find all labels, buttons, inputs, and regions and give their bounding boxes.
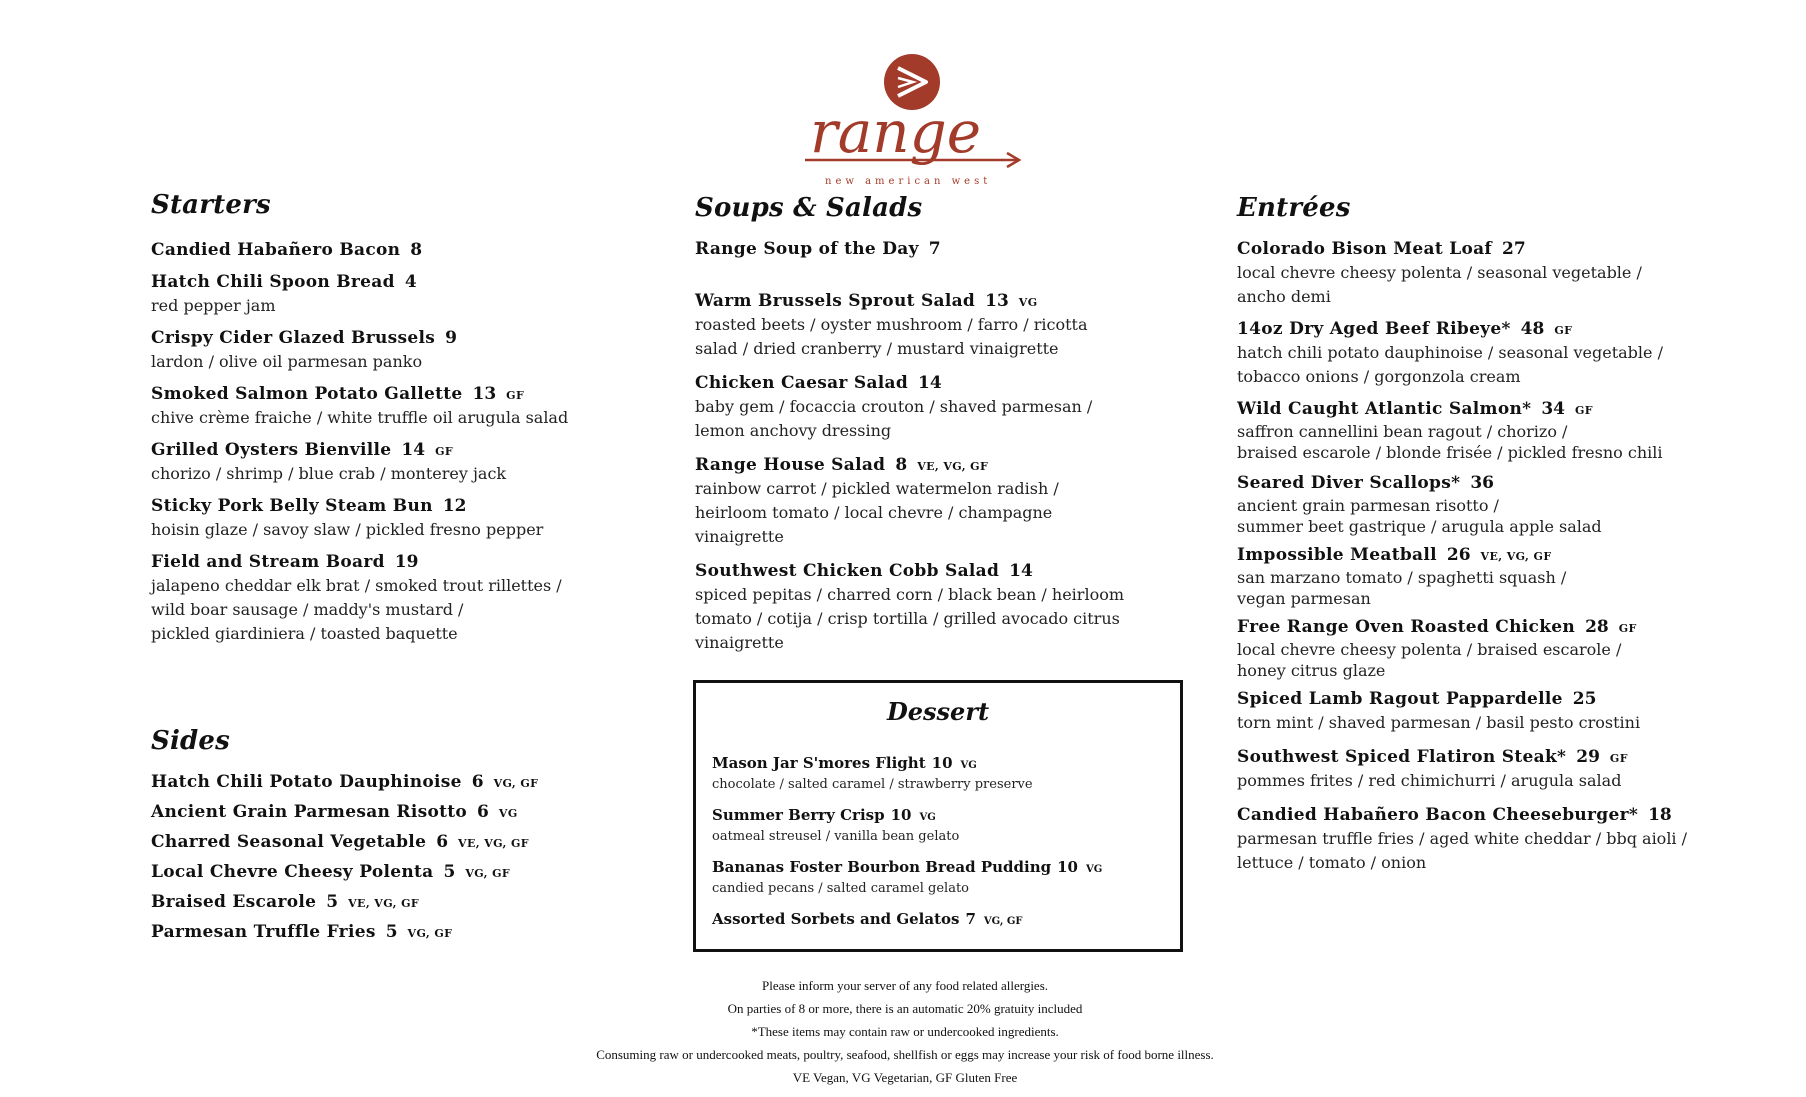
item-price: 14: [401, 440, 426, 460]
item-price: 6: [436, 832, 449, 852]
item-description: san marzano tomato / spaghetti squash /: [1237, 568, 1567, 587]
item-description: red pepper jam: [151, 296, 276, 315]
item-price: 27: [1502, 239, 1526, 259]
item-name: Hatch Chili Spoon Bread: [151, 272, 395, 292]
item-description: chocolate / salted caramel / strawberry preserve: [712, 777, 1033, 792]
menu-item: [1237, 397, 1797, 463]
section-title: Starters: [151, 190, 271, 220]
diet-tag: VG: [1086, 864, 1103, 875]
item-description: jalapeno cheddar elk brat / smoked trout rillettes /: [151, 576, 562, 595]
menu-item: [695, 559, 1195, 655]
menu-item: [1237, 803, 1797, 875]
item-description: tomato / cotija / crisp tortilla / grilled avocado citrus: [695, 609, 1120, 628]
diet-tag: VE, VG, GF: [1480, 550, 1552, 563]
menu-item: [151, 800, 601, 824]
item-description: ancho demi: [1237, 287, 1331, 306]
item-price: 10: [1057, 858, 1078, 876]
item-price: 7: [928, 239, 941, 259]
item-name: Sticky Pork Belly Steam Bun: [151, 496, 433, 516]
item-description: spiced pepitas / charred corn / black bean / heirloom: [695, 585, 1124, 604]
diet-tag: VE, VG, GF: [458, 837, 530, 850]
diet-legend: VE Vegan, VG Vegetarian, GF Gluten Free: [792, 1070, 1018, 1085]
item-name: Hatch Chili Potato Dauphinoise: [151, 772, 462, 792]
entrees-section: [1237, 193, 1797, 875]
item-description: vegan parmesan: [1237, 589, 1371, 608]
diet-tag: GF: [1609, 752, 1628, 765]
item-description: saffron cannellini bean ragout / chorizo /: [1237, 422, 1568, 441]
item-description: vinaigrette: [695, 527, 784, 546]
item-name: Mason Jar S'mores Flight: [712, 754, 926, 772]
diet-tag: GF: [506, 389, 525, 402]
item-name: Chicken Caesar Salad: [695, 373, 909, 393]
item-description: wild boar sausage / maddy's mustard /: [151, 600, 464, 619]
menu-item: [695, 237, 1195, 261]
item-description: summer beet gastrique / arugula apple salad: [1237, 517, 1602, 536]
item-name: Assorted Sorbets and Gelatos: [712, 910, 960, 928]
item-description: local chevre cheesy polenta / seasonal vegetable /: [1237, 263, 1642, 282]
gratuity-note: On parties of 8 or more, there is an automatic 20% gratuity included: [727, 1001, 1083, 1016]
diet-tag: GF: [435, 445, 454, 458]
item-price: 5: [443, 862, 456, 882]
item-price: 4: [404, 272, 417, 292]
menu-item: [1237, 471, 1797, 537]
logo-wordmark: range: [810, 98, 982, 166]
item-name: Colorado Bison Meat Loaf: [1237, 239, 1493, 259]
item-price: 18: [1648, 805, 1672, 825]
item-name: Charred Seasonal Vegetable: [151, 832, 427, 852]
item-price: 8: [895, 455, 908, 475]
item-name: Seared Diver Scallops*: [1237, 473, 1461, 493]
menu-item: [712, 753, 1172, 795]
range-logo: [795, 52, 1035, 192]
diet-tag: VE, VG, GF: [348, 897, 420, 910]
item-description: chive crème fraiche / white truffle oil arugula salad: [151, 408, 569, 427]
item-description: lemon anchovy dressing: [695, 421, 892, 440]
item-description: lardon / olive oil parmesan panko: [151, 352, 423, 371]
item-price: 6: [477, 802, 489, 822]
item-price: 6: [471, 772, 484, 792]
item-name: Candied Habañero Bacon: [151, 240, 401, 260]
item-description: ancient grain parmesan risotto /: [1237, 496, 1499, 515]
item-description: local chevre cheesy polenta / braised escarole /: [1237, 640, 1622, 659]
item-price: 13: [472, 384, 497, 404]
section-title: Entrées: [1237, 193, 1351, 223]
item-price: 25: [1572, 689, 1597, 709]
item-name: Southwest Spiced Flatiron Steak*: [1237, 747, 1567, 767]
item-name: Impossible Meatball: [1237, 545, 1437, 565]
menu-item: [151, 270, 601, 318]
item-description: chorizo / shrimp / blue crab / monterey jack: [151, 464, 507, 483]
menu-item: [1237, 615, 1797, 681]
item-price: 8: [410, 240, 423, 260]
menu-item: [1237, 317, 1797, 389]
item-name: Spiced Lamb Ragout Pappardelle: [1237, 689, 1563, 709]
item-price: 48: [1520, 319, 1545, 339]
item-price: 26: [1446, 545, 1471, 565]
menu-item: [151, 920, 601, 944]
menu-item: [151, 382, 601, 430]
menu-item: [712, 909, 1172, 930]
menu-item: [151, 830, 601, 854]
menu-item: [695, 289, 1195, 361]
starters-section: [151, 190, 601, 654]
item-name: Parmesan Truffle Fries: [151, 922, 376, 942]
item-price: 12: [442, 496, 467, 516]
item-price: 10: [931, 754, 953, 772]
item-name: Crispy Cider Glazed Brussels: [151, 328, 436, 348]
diet-tag: VE, VG, GF: [917, 460, 989, 473]
item-description: honey citrus glaze: [1237, 661, 1386, 680]
menu-item: [695, 453, 1195, 549]
item-description: salad / dried cranberry / mustard vinaigrette: [695, 339, 1059, 358]
menu-item: [151, 550, 601, 646]
item-name: Smoked Salmon Potato Gallette: [151, 384, 463, 404]
item-price: 5: [326, 892, 339, 912]
item-price: 7: [965, 910, 976, 928]
diet-tag: VG: [919, 812, 936, 823]
item-price: 13: [985, 291, 1009, 311]
dessert-section: [693, 680, 1183, 952]
sides-section: [151, 726, 601, 950]
item-description: pommes frites / red chimichurri / arugula salad: [1237, 771, 1622, 790]
item-description: roasted beets / oyster mushroom / farro / ricotta: [695, 315, 1088, 334]
item-name: Southwest Chicken Cobb Salad: [695, 561, 1000, 581]
diet-tag: GF: [1618, 622, 1637, 635]
item-name: Bananas Foster Bourbon Bread Pudding: [712, 858, 1052, 876]
diet-tag: GF: [1575, 404, 1594, 417]
item-description: hatch chili potato dauphinoise / seasonal vegetable /: [1237, 343, 1663, 362]
menu-item: [151, 890, 601, 914]
logo-tagline: new american west: [825, 176, 992, 187]
item-name: Ancient Grain Parmesan Risotto: [151, 802, 468, 822]
menu-item: [1237, 237, 1797, 309]
menu-footer: [500, 974, 1310, 1089]
menu-item: [151, 326, 601, 374]
menu-item: [1237, 543, 1797, 609]
menu-item: [695, 371, 1195, 443]
diet-tag: VG: [498, 807, 518, 820]
consumer-advisory: Consuming raw or undercooked meats, poultry, seafood, shellfish or eggs may increase your risk of food borne illness.: [596, 1047, 1214, 1062]
item-description: pickled giardiniera / toasted baquette: [151, 624, 458, 643]
item-description: hoisin glaze / savoy slaw / pickled fresno pepper: [151, 520, 544, 539]
item-name: Range House Salad: [695, 455, 886, 475]
item-description: parmesan truffle fries / aged white cheddar / bbq aioli /: [1237, 829, 1688, 848]
menu-item: [151, 494, 601, 542]
item-price: 14: [918, 373, 942, 393]
item-description: lettuce / tomato / onion: [1237, 853, 1427, 872]
diet-tag: VG, GF: [493, 777, 539, 790]
item-description: torn mint / shaved parmesan / basil pesto crostini: [1237, 713, 1641, 732]
item-description: heirloom tomato / local chevre / champagne: [695, 503, 1053, 522]
section-title: Dessert: [886, 697, 990, 726]
item-name: Wild Caught Atlantic Salmon*: [1237, 399, 1532, 419]
menu-item: [151, 238, 601, 262]
item-description: candied pecans / salted caramel gelato: [712, 881, 969, 896]
diet-tag: VG: [960, 760, 977, 771]
soups-salads-section: [695, 193, 1195, 665]
item-price: 9: [445, 328, 457, 348]
item-name: 14oz Dry Aged Beef Ribeye*: [1237, 319, 1511, 339]
item-price: 29: [1576, 747, 1600, 767]
diet-tag: VG, GF: [983, 916, 1023, 927]
diet-tag: VG, GF: [407, 927, 453, 940]
menu-item: [1237, 745, 1797, 793]
menu-item: [151, 770, 601, 794]
diet-tag: VG, GF: [465, 867, 511, 880]
item-price: 19: [394, 552, 419, 572]
section-title: Sides: [151, 726, 231, 756]
raw-note: *These items may contain raw or undercooked ingredients.: [751, 1024, 1059, 1039]
diet-tag: GF: [1554, 324, 1573, 337]
item-name: Local Chevre Cheesy Polenta: [151, 862, 434, 882]
item-name: Field and Stream Board: [151, 552, 385, 572]
menu-item: [712, 857, 1172, 899]
item-price: 28: [1585, 617, 1609, 637]
diet-tag: VG: [1018, 296, 1038, 309]
item-name: Range Soup of the Day: [695, 239, 919, 259]
item-name: Summer Berry Crisp: [712, 806, 885, 824]
item-price: 36: [1470, 473, 1494, 493]
item-description: vinaigrette: [695, 633, 784, 652]
menu-item: [151, 860, 601, 884]
item-name: Grilled Oysters Bienville: [151, 440, 392, 460]
item-name: Free Range Oven Roasted Chicken: [1237, 617, 1576, 637]
item-description: braised escarole / blonde frisée / pickled fresno chili: [1237, 443, 1663, 462]
section-title: Soups & Salads: [695, 193, 923, 223]
menu-item: [151, 438, 601, 486]
item-description: rainbow carrot / pickled watermelon radish /: [695, 479, 1059, 498]
item-description: baby gem / focaccia crouton / shaved parmesan /: [695, 397, 1093, 416]
item-name: Warm Brussels Sprout Salad: [695, 291, 976, 311]
item-price: 10: [890, 806, 912, 824]
item-name: Candied Habañero Bacon Cheeseburger*: [1237, 805, 1639, 825]
allergy-note: Please inform your server of any food related allergies.: [761, 978, 1049, 993]
item-name: Braised Escarole: [151, 892, 317, 912]
item-description: tobacco onions / gorgonzola cream: [1237, 367, 1521, 386]
menu-item: [712, 805, 1172, 847]
item-price: 5: [385, 922, 398, 942]
menu-item: [1237, 687, 1797, 735]
item-price: 14: [1009, 561, 1033, 581]
item-price: 34: [1541, 399, 1565, 419]
item-description: oatmeal streusel / vanilla bean gelato: [712, 829, 960, 844]
